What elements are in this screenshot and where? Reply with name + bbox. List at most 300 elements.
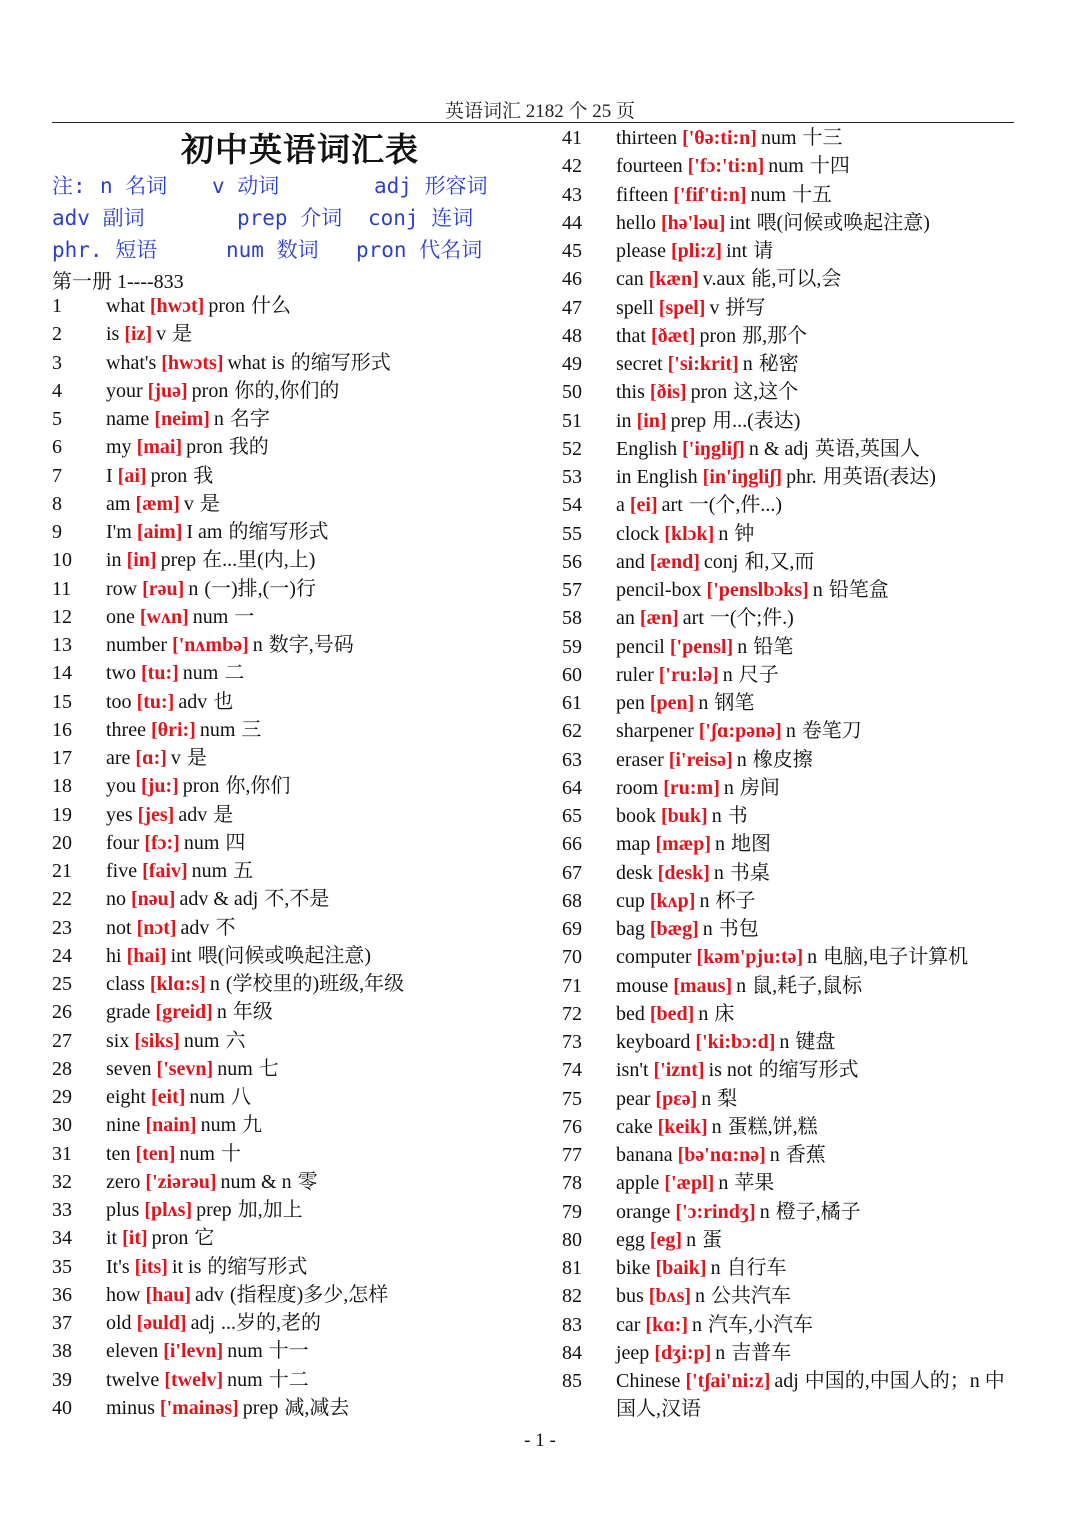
entry-word: It's — [106, 1255, 130, 1278]
entry-body — [106, 546, 315, 574]
vocab-entry — [52, 998, 547, 1026]
entry-phonetic: [nəu] — [131, 888, 176, 911]
entry-word: keyboard — [616, 1031, 691, 1053]
entry-meaning: 钢笔 — [714, 692, 755, 714]
vocab-entry — [562, 1113, 1042, 1141]
entry-body — [616, 520, 754, 548]
entry-meaning: 是 — [213, 803, 234, 826]
entry-part-of-speech: n — [718, 522, 729, 545]
entry-number: 60 — [562, 663, 582, 686]
entry-meaning: 请 — [753, 240, 774, 262]
entry-phonetic: [juə] — [147, 379, 188, 402]
entry-word: no — [106, 888, 126, 911]
entry-number: 13 — [52, 634, 72, 656]
volume-label: 第一册 1----833 — [52, 271, 184, 293]
vocab-entry — [52, 1111, 547, 1139]
entry-word: can — [616, 268, 644, 291]
entry-part-of-speech: num — [189, 1086, 225, 1108]
vocab-entry — [562, 746, 1042, 774]
entry-part-of-speech: pron — [150, 464, 188, 487]
entry-word: seven — [106, 1057, 152, 1080]
entry-part-of-speech: prep — [242, 1396, 279, 1419]
entry-body — [106, 377, 339, 405]
entry-meaning: 的缩写形式 — [758, 1059, 859, 1082]
entry-word: egg — [616, 1228, 645, 1251]
vocab-entry — [52, 716, 547, 744]
entry-number: 37 — [52, 1312, 72, 1334]
entry-number: 57 — [562, 579, 582, 601]
entry-phonetic: ['ɔ:rindʒ] — [675, 1200, 756, 1223]
entry-phonetic: [ai] — [117, 464, 147, 487]
entry-phonetic: ['penslbɔks] — [706, 579, 809, 601]
entry-body — [616, 265, 841, 293]
entry-body — [106, 942, 371, 970]
pos-legend — [52, 170, 512, 270]
entry-meaning: 二 — [224, 662, 245, 685]
entry-meaning: 十二 — [268, 1368, 309, 1391]
entry-number: 69 — [562, 918, 582, 940]
entry-number: 62 — [562, 720, 582, 743]
entry-phonetic: [tu:] — [136, 690, 175, 713]
vocab-entry — [562, 181, 1042, 209]
entry-number: 48 — [562, 324, 582, 347]
vocab-entry — [52, 1253, 547, 1281]
vocab-entry — [52, 1168, 547, 1196]
entry-body — [616, 1028, 835, 1056]
vocab-entry — [562, 802, 1042, 830]
entry-meaning: 是 — [199, 492, 220, 515]
entry-body — [106, 829, 245, 857]
entry-meaning: 也 — [213, 690, 234, 713]
entry-part-of-speech: num — [183, 1029, 220, 1052]
entry-word: orange — [616, 1200, 671, 1223]
entry-part-of-speech: n — [699, 889, 710, 912]
entry-body — [616, 407, 800, 435]
entry-word: please — [616, 240, 666, 262]
vocab-column-right — [562, 124, 1042, 1420]
vocab-entry — [562, 237, 1042, 265]
vocab-entry — [52, 1281, 547, 1309]
entry-number: 31 — [52, 1142, 72, 1165]
entry-part-of-speech: conj — [703, 550, 739, 573]
entry-body — [616, 1000, 734, 1028]
vocab-entry — [562, 1339, 1042, 1367]
entry-word: in — [106, 549, 122, 572]
entry-part-of-speech: n — [714, 833, 725, 856]
entry-part-of-speech: prep — [160, 549, 197, 572]
vocab-entry — [562, 463, 1042, 491]
entry-meaning: 你的,你们的 — [234, 379, 340, 402]
entry-part-of-speech: n — [711, 805, 722, 827]
entry-phonetic: [buk] — [661, 805, 708, 827]
vocab-entry — [562, 435, 1042, 463]
entry-body — [106, 462, 213, 490]
entry-meaning: 中国的,中国人的；n 中国人,汉语 — [616, 1370, 1005, 1420]
entry-phonetic: [bʌs] — [648, 1285, 692, 1308]
entry-number: 70 — [562, 946, 582, 969]
entry-number: 29 — [52, 1086, 72, 1108]
entry-meaning: 鼠,耗子,鼠标 — [752, 974, 863, 997]
entry-phonetic: ['pensl] — [669, 635, 734, 658]
entry-number: 36 — [52, 1283, 72, 1306]
entry-meaning: 这,这个 — [733, 381, 799, 404]
entry-meaning: 汽车,小汽车 — [708, 1313, 814, 1336]
vocab-entry — [52, 970, 547, 998]
vocab-entry — [562, 265, 1042, 293]
vocab-entry — [52, 405, 547, 433]
entry-body — [106, 659, 244, 687]
vocab-entry — [52, 631, 547, 659]
entry-meaning: 秘密 — [758, 353, 799, 375]
entry-meaning: 书包 — [718, 918, 759, 940]
vocab-entry — [562, 1254, 1042, 1282]
entry-number: 39 — [52, 1368, 72, 1391]
vocab-entry — [562, 830, 1042, 858]
entry-part-of-speech: num — [192, 605, 229, 628]
entry-number: 47 — [562, 296, 582, 319]
entry-part-of-speech: phr. — [786, 466, 817, 488]
entry-number: 63 — [562, 748, 582, 771]
vocab-entry — [52, 857, 547, 885]
entry-body — [106, 801, 233, 829]
entry-phonetic: [ɑ:] — [135, 747, 167, 769]
entry-meaning: 加,加上 — [237, 1199, 303, 1221]
entry-number: 42 — [562, 155, 582, 178]
entry-phonetic: [ænd] — [649, 550, 700, 573]
entry-word: in — [616, 409, 632, 432]
entry-word: hi — [106, 944, 122, 967]
entry-phonetic: [pen] — [649, 692, 695, 714]
entry-meaning: 不 — [215, 916, 236, 939]
entry-word: not — [106, 916, 132, 939]
entry-word: secret — [616, 353, 663, 375]
entry-word: and — [616, 550, 645, 573]
entry-number: 21 — [52, 860, 72, 882]
entry-number: 83 — [562, 1313, 582, 1336]
entry-number: 23 — [52, 916, 72, 939]
entry-meaning: 香蕉 — [785, 1144, 826, 1166]
entry-body — [616, 1113, 818, 1141]
entry-part-of-speech: n — [710, 1257, 721, 1279]
entry-word: that — [616, 324, 646, 347]
vocab-entry — [52, 1083, 547, 1111]
vocab-entry — [562, 350, 1042, 378]
entry-body — [616, 746, 813, 774]
entry-word: ruler — [616, 663, 654, 686]
entry-word: sharpener — [616, 720, 694, 743]
header-rule — [52, 122, 1014, 123]
entry-phonetic: [greid] — [155, 1001, 213, 1024]
entry-part-of-speech: pron — [182, 775, 220, 798]
entry-part-of-speech: num — [183, 831, 220, 854]
legend-item: phr. 短语 — [52, 238, 158, 262]
entry-body — [616, 1169, 774, 1197]
entry-body — [616, 887, 755, 915]
entry-phonetic: [in'iŋgliʃ] — [702, 466, 783, 488]
entry-body — [106, 970, 404, 998]
entry-phonetic: [iz] — [124, 323, 153, 346]
entry-phonetic: ['θə:ti:n] — [682, 127, 757, 149]
entry-phonetic: [dʒi:p] — [654, 1341, 712, 1364]
entry-part-of-speech: v — [183, 492, 194, 515]
entry-word: you — [106, 775, 136, 798]
entry-word: this — [616, 381, 645, 404]
entry-number: 76 — [562, 1115, 582, 1138]
entry-phonetic: [plʌs] — [144, 1199, 193, 1221]
entry-body — [106, 1281, 388, 1309]
entry-part-of-speech: num — [179, 1142, 215, 1165]
entry-meaning: 喂(问候或唤起注意) — [756, 211, 930, 234]
entry-part-of-speech: num — [199, 718, 236, 741]
entry-number: 6 — [52, 436, 62, 459]
entry-meaning: 橡皮擦 — [752, 748, 813, 771]
entry-word: fourteen — [616, 155, 683, 178]
entry-part-of-speech: num — [191, 860, 228, 882]
entry-phonetic: [kʌp] — [649, 889, 696, 912]
entry-number: 68 — [562, 889, 582, 912]
entry-number: 53 — [562, 466, 582, 488]
entry-part-of-speech: n — [252, 634, 263, 656]
entry-body — [106, 1111, 262, 1139]
entry-word: class — [106, 973, 145, 995]
entry-body — [616, 1141, 826, 1169]
entry-body — [106, 914, 235, 942]
entry-phonetic: [ju:] — [141, 775, 179, 798]
entry-meaning: 一(个;件.) — [709, 607, 794, 630]
entry-phonetic: [ten] — [135, 1142, 176, 1165]
entry-word: eight — [106, 1086, 146, 1108]
entry-word: apple — [616, 1172, 660, 1195]
entry-part-of-speech: prep — [670, 409, 707, 432]
entry-phonetic: [kɑ:] — [645, 1313, 689, 1336]
entry-part-of-speech: n — [722, 663, 733, 686]
entry-body — [106, 603, 254, 631]
vocab-entry — [52, 1140, 547, 1168]
vocab-entry — [52, 462, 547, 490]
entry-number: 27 — [52, 1029, 72, 1052]
entry-number: 66 — [562, 833, 582, 856]
entry-body — [106, 518, 328, 546]
entry-phonetic: [hwɔt] — [149, 295, 205, 317]
entry-part-of-speech: n — [713, 861, 724, 884]
entry-number: 58 — [562, 607, 582, 630]
entry-phonetic: [rəu] — [142, 577, 185, 600]
entry-part-of-speech: adv — [180, 916, 210, 939]
entry-phonetic: [it] — [122, 1227, 148, 1250]
entry-meaning: 尺子 — [738, 663, 779, 686]
entry-body — [616, 294, 765, 322]
entry-part-of-speech: prep — [196, 1199, 232, 1221]
entry-word: bike — [616, 1257, 651, 1279]
entry-word: clock — [616, 522, 660, 545]
entry-number: 1 — [52, 295, 62, 317]
entry-meaning: 八 — [230, 1086, 251, 1108]
entry-meaning: 铅笔盒 — [828, 579, 889, 601]
entry-part-of-speech: int — [729, 211, 751, 234]
vocab-entry — [562, 520, 1042, 548]
entry-word: jeep — [616, 1341, 650, 1364]
entry-phonetic: ['si:krit] — [667, 353, 739, 375]
entry-number: 74 — [562, 1059, 582, 1082]
vocab-entry — [562, 491, 1042, 519]
entry-word: a — [616, 494, 625, 517]
entry-body — [106, 433, 269, 461]
entry-body — [106, 716, 261, 744]
entry-number: 45 — [562, 240, 582, 262]
entry-word: English — [616, 437, 678, 460]
entry-phonetic: [spel] — [658, 296, 706, 319]
entry-word: minus — [106, 1396, 155, 1419]
entry-meaning: 十 — [220, 1142, 241, 1165]
entry-word: three — [106, 718, 146, 741]
entry-word: pencil — [616, 635, 665, 658]
vocab-entry — [562, 972, 1042, 1000]
vocab-entry — [52, 349, 547, 377]
entry-phonetic: [hwɔts] — [161, 351, 224, 374]
entry-word: I'm — [106, 521, 132, 543]
vocab-entry — [52, 518, 547, 546]
legend-item: pron 代名词 — [356, 238, 483, 262]
entry-number: 41 — [562, 127, 582, 149]
entry-word: an — [616, 607, 635, 630]
entry-number: 54 — [562, 494, 582, 517]
entry-part-of-speech: n — [686, 1228, 697, 1251]
vocab-entry — [52, 688, 547, 716]
entry-meaning: 铅笔 — [753, 635, 794, 658]
entry-phonetic: [ðæt] — [651, 324, 696, 347]
entry-word: banana — [616, 1144, 673, 1166]
entry-number: 72 — [562, 1002, 582, 1025]
entry-number: 9 — [52, 521, 62, 543]
entry-number: 85 — [562, 1370, 582, 1392]
entry-body — [106, 1337, 309, 1365]
entry-phonetic: [wʌn] — [139, 605, 189, 628]
entry-number: 77 — [562, 1144, 582, 1166]
entry-body — [616, 1254, 787, 1282]
entry-number: 19 — [52, 803, 72, 826]
entry-phonetic: [bæg] — [649, 918, 699, 940]
entry-body — [106, 688, 233, 716]
entry-part-of-speech: is not — [708, 1059, 753, 1082]
entry-meaning: 蛋糕,饼,糕 — [727, 1115, 818, 1138]
entry-part-of-speech: n — [692, 1313, 703, 1336]
entry-meaning: 梨 — [717, 1087, 738, 1110]
entry-meaning: (一)排,(一)行 — [204, 577, 316, 600]
vocab-entry — [562, 717, 1042, 745]
entry-word: pear — [616, 1087, 651, 1110]
entry-phonetic: [θri:] — [150, 718, 196, 741]
entry-word: twelve — [106, 1368, 160, 1391]
entry-phonetic: ['iznt] — [653, 1059, 705, 1082]
entry-body — [106, 1309, 321, 1337]
entry-body — [616, 972, 862, 1000]
entry-body — [106, 744, 207, 772]
vocab-entry — [52, 659, 547, 687]
entry-part-of-speech: pron — [690, 381, 728, 404]
entry-word: I — [106, 464, 113, 487]
entry-phonetic: ['æpl] — [664, 1172, 715, 1195]
entry-body — [106, 1140, 241, 1168]
vocab-entry — [562, 633, 1042, 661]
entry-phonetic: ['fif'ti:n] — [673, 183, 747, 206]
entry-part-of-speech: n — [715, 1341, 726, 1364]
entry-meaning: 蛋 — [702, 1228, 723, 1251]
entry-number: 38 — [52, 1340, 72, 1363]
entry-body — [106, 1366, 309, 1394]
entry-meaning: 我 — [193, 464, 214, 487]
entry-body — [616, 633, 793, 661]
entry-number: 51 — [562, 409, 582, 432]
entry-meaning: 它 — [194, 1227, 215, 1250]
entry-part-of-speech: num — [760, 127, 797, 149]
vocab-entry — [562, 859, 1042, 887]
entry-phonetic: [æn] — [639, 607, 679, 630]
entry-body — [106, 292, 291, 320]
entry-number: 61 — [562, 692, 582, 714]
entry-part-of-speech: n — [698, 1002, 709, 1025]
entry-body — [616, 830, 771, 858]
entry-word: book — [616, 805, 656, 827]
vocab-entry — [52, 885, 547, 913]
entry-phonetic: [twelv] — [164, 1368, 224, 1391]
entry-meaning: 橙子,橘子 — [775, 1200, 861, 1223]
entry-part-of-speech: n — [702, 918, 713, 940]
entry-part-of-speech: n — [698, 692, 709, 714]
entry-number: 16 — [52, 718, 72, 741]
vocab-entry — [562, 1169, 1042, 1197]
entry-meaning: 数字,号码 — [268, 634, 354, 656]
entry-word: grade — [106, 1001, 151, 1024]
entry-meaning: 的缩写形式 — [290, 351, 391, 374]
entry-number: 8 — [52, 492, 62, 515]
entry-number: 65 — [562, 805, 582, 827]
entry-body — [106, 405, 270, 433]
entry-meaning: 十五 — [792, 183, 833, 206]
entry-body — [616, 661, 779, 689]
entry-part-of-speech: n — [742, 353, 753, 375]
entry-meaning: 是 — [172, 323, 193, 346]
entry-part-of-speech: n — [216, 1001, 227, 1024]
entry-part-of-speech: v — [170, 747, 181, 769]
entry-number: 46 — [562, 268, 582, 291]
page-header: 英语词汇 2182 个 25 页 — [444, 101, 635, 122]
entry-body — [616, 1282, 791, 1310]
entry-meaning: 书 — [727, 805, 748, 827]
entry-part-of-speech: art — [682, 607, 704, 630]
entry-part-of-speech: n — [209, 973, 220, 995]
vocab-entry — [52, 1027, 547, 1055]
entry-word: number — [106, 634, 168, 656]
entry-body — [106, 1027, 245, 1055]
entry-body — [106, 320, 192, 348]
entry-meaning: 十四 — [809, 155, 850, 178]
entry-number: 30 — [52, 1114, 72, 1137]
entry-body — [106, 857, 253, 885]
entry-meaning: 三 — [241, 718, 262, 741]
vocab-entry — [52, 1196, 547, 1224]
vocab-entry — [52, 377, 547, 405]
vocab-column-left — [52, 292, 547, 1422]
entry-body — [616, 689, 754, 717]
entry-number: 52 — [562, 437, 582, 460]
entry-phonetic: [əuld] — [136, 1312, 187, 1334]
entry-number: 34 — [52, 1227, 72, 1250]
entry-part-of-speech: n — [701, 1087, 712, 1110]
vocab-entry — [52, 320, 547, 348]
legend-item: n 名词 — [100, 174, 168, 198]
vocab-entry — [562, 378, 1042, 406]
vocab-entry — [52, 942, 547, 970]
